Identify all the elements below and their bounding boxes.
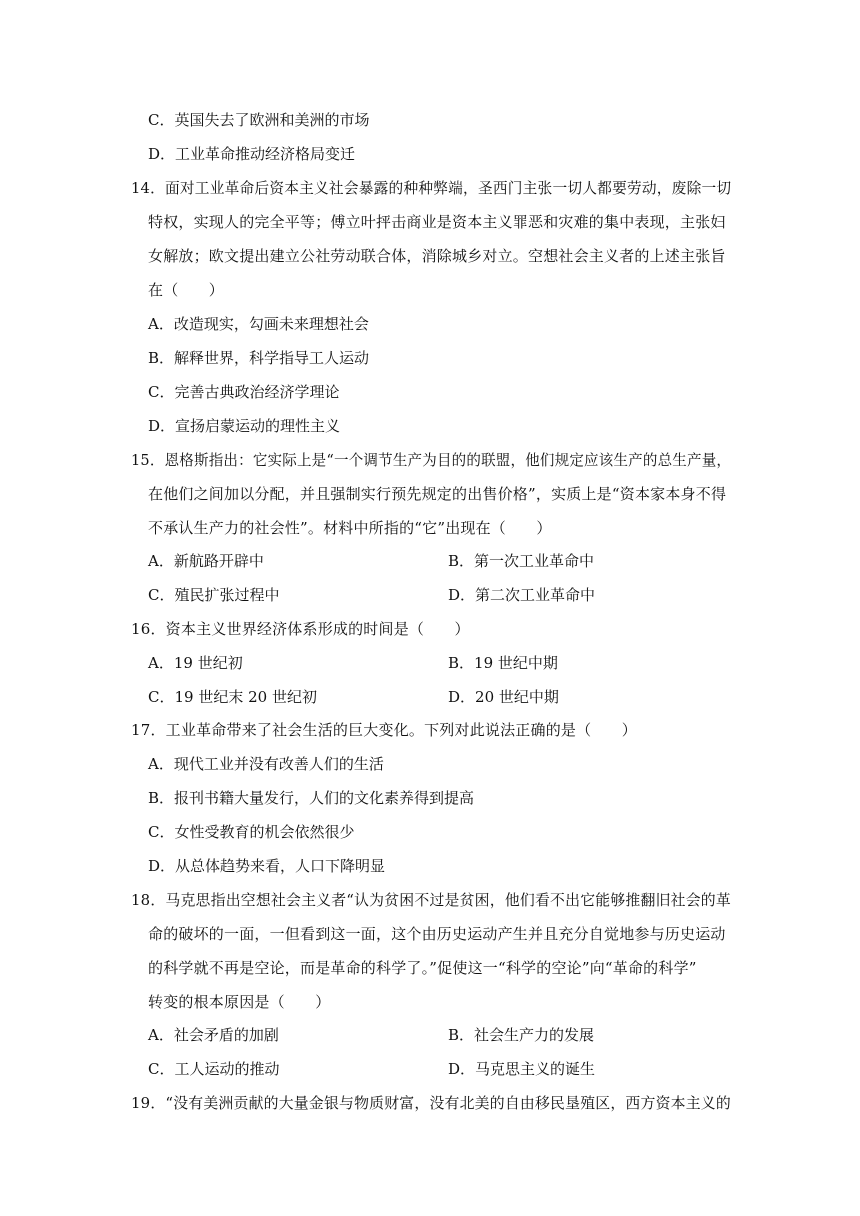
q15-stem-line-3: 不承认生产力的社会性”。材料中所指的“它”出现在（ ） (148, 519, 552, 537)
q18-option-d[interactable]: D．马克思主义的诞生 (448, 1060, 596, 1078)
q18-stem-line-4: 转变的根本原因是（ ） (148, 993, 331, 1011)
q13-option-d[interactable]: D．工业革命推动经济格局变迁 (148, 145, 356, 163)
q14-stem-line-4: 在（ ） (148, 281, 225, 299)
q14-option-b[interactable]: B．解释世界，科学指导工人运动 (148, 349, 370, 367)
q15-stem-line-1: 15．恩格斯指出：它实际上是“一个调节生产为目的的联盟，他们规定应该生产的总生产量， (131, 451, 732, 469)
q18-stem-line-1: 18．马克思指出空想社会主义者“认为贫困不过是贫困，他们看不出它能够推翻旧社会的革 (131, 891, 731, 909)
q16-option-a[interactable]: A．19 世纪初 (148, 654, 243, 672)
q17-option-d[interactable]: D．从总体趋势来看，人口下降明显 (148, 857, 386, 875)
q18-option-a[interactable]: A．社会矛盾的加剧 (148, 1026, 279, 1044)
q14-stem-line-3: 女解放；欧文提出建立公社劳动联合体，消除城乡对立。空想社会主义者的上述主张旨 (148, 247, 726, 265)
q18-option-b[interactable]: B．社会生产力的发展 (448, 1026, 595, 1044)
q18-stem-line-2: 命的破坏的一面，一但看到这一面，这个由历史运动产生并且充分自觉地参与历史运动 (148, 925, 726, 943)
q16-option-d[interactable]: D．20 世纪中期 (448, 688, 559, 706)
q18-stem-line-3: 的科学就不再是空论，而是革命的科学了。”促使这一“科学的空论”向“革命的科学” (148, 959, 697, 977)
q15-option-a[interactable]: A．新航路开辟中 (148, 552, 264, 570)
q19-stem-line-1: 19．“没有美洲贡献的大量金银与物质财富，没有北美的自由移民垦殖区，西方资本主义的 (131, 1094, 731, 1112)
q14-option-a[interactable]: A．改造现实，勾画未来理想社会 (148, 315, 369, 333)
q14-stem-line-2: 特权，实现人的完全平等；傅立叶抨击商业是资本主义罪恶和灾难的集中表现，主张妇 (148, 213, 726, 231)
q15-stem-line-2: 在他们之间加以分配，并且强制实行预先规定的出售价格”，实质上是“资本家本身不得 (148, 485, 727, 503)
q14-stem-line-1: 14．面对工业革命后资本主义社会暴露的种种弊端，圣西门主张一切人都要劳动，废除一切 (131, 179, 732, 197)
q17-option-c[interactable]: C．女性受教育的机会依然很少 (148, 823, 355, 841)
q16-option-b[interactable]: B．19 世纪中期 (448, 654, 558, 672)
q15-option-b[interactable]: B．第一次工业革命中 (448, 552, 595, 570)
q15-option-c[interactable]: C．殖民扩张过程中 (148, 586, 280, 604)
q13-option-c[interactable]: C．英国失去了欧洲和美洲的市场 (148, 111, 370, 129)
q14-option-c[interactable]: C．完善古典政治经济学理论 (148, 383, 340, 401)
q17-stem-line-1: 17．工业革命带来了社会生活的巨大变化。下列对此说法正确的是（ ） (131, 721, 637, 739)
q17-option-b[interactable]: B．报刊书籍大量发行，人们的文化素养得到提高 (148, 789, 475, 807)
q16-stem-line-1: 16．资本主义世界经济体系形成的时间是（ ） (131, 620, 470, 638)
q15-option-d[interactable]: D．第二次工业革命中 (448, 586, 596, 604)
q16-option-c[interactable]: C．19 世纪末 20 世纪初 (148, 688, 317, 706)
q18-option-c[interactable]: C．工人运动的推动 (148, 1060, 280, 1078)
q17-option-a[interactable]: A．现代工业并没有改善人们的生活 (148, 755, 384, 773)
q14-option-d[interactable]: D．宣扬启蒙运动的理性主义 (148, 417, 341, 435)
